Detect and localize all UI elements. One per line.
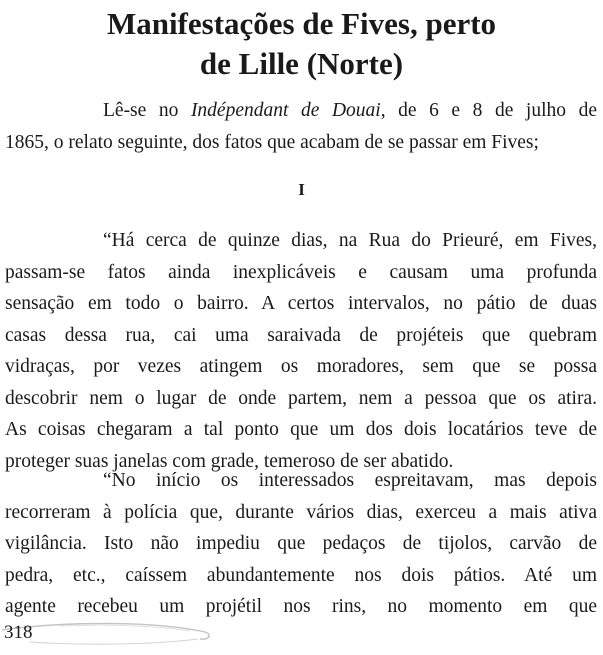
page-title <box>0 4 603 84</box>
paragraph-2-line: “No início os interessados espreitavam, mas depois <box>103 470 597 491</box>
section-marker: I <box>298 180 305 199</box>
paragraph-1-line: proteger suas janelas com grade, temeroso de ser abatido. <box>5 450 454 472</box>
newspaper-title: Indépendant de Douai <box>190 100 381 121</box>
decorative-swoosh-icon <box>0 612 220 652</box>
paragraph-1-line: “Há cerca de quinze dias, na Rua do Prieuré, em Fives, <box>103 230 597 251</box>
intro-line-2: 1865, o relato seguinte, dos fatos que acabam de se passar em Fives; <box>5 131 539 153</box>
paragraph-2-line: recorreram à polícia que, durante vários dias, exerceu a mais ativa <box>5 501 597 523</box>
intro-paragraph <box>5 95 597 158</box>
paragraph-1-line: As coisas chegaram a tal ponto que um dos dois locatários teve de <box>5 419 597 440</box>
paragraph-2-line: vigilância. Isto não impediu que pedaços de tijolos, carvão de <box>5 533 597 554</box>
paragraph-1-line: vidraças, por vezes atingem os moradores, sem que se possa <box>5 356 597 377</box>
paragraph-2 <box>5 465 597 623</box>
paragraph-1-line: casas dessa rua, cai uma saraivada de projéteis que quebram <box>5 324 597 346</box>
page-number: 318 <box>4 622 33 643</box>
paragraph-1-line: descobrir nem o lugar de onde partem, nem a pessoa que os atira. <box>5 387 597 409</box>
paragraph-2-line: pedra, etc., caíssem abundantemente nos dois pátios. Até um <box>5 564 597 586</box>
paragraph-2-line: agente recebeu um projétil nos rins, no momento em que <box>5 596 597 617</box>
paragraph-1 <box>5 225 597 477</box>
paragraph-1-line: sensação em todo o bairro. A certos intervalos, no pátio de duas <box>5 293 597 314</box>
paragraph-1-line: passam-se fatos ainda inexplicáveis e causam uma profunda <box>5 261 597 283</box>
title-line-1: Manifestações de Fives, perto <box>106 6 497 41</box>
title-line-2: de Lille (Norte) <box>199 46 404 81</box>
intro-line-1: Lê-se no Indépendant de Douai, de 6 e 8 de julho de <box>103 100 597 121</box>
